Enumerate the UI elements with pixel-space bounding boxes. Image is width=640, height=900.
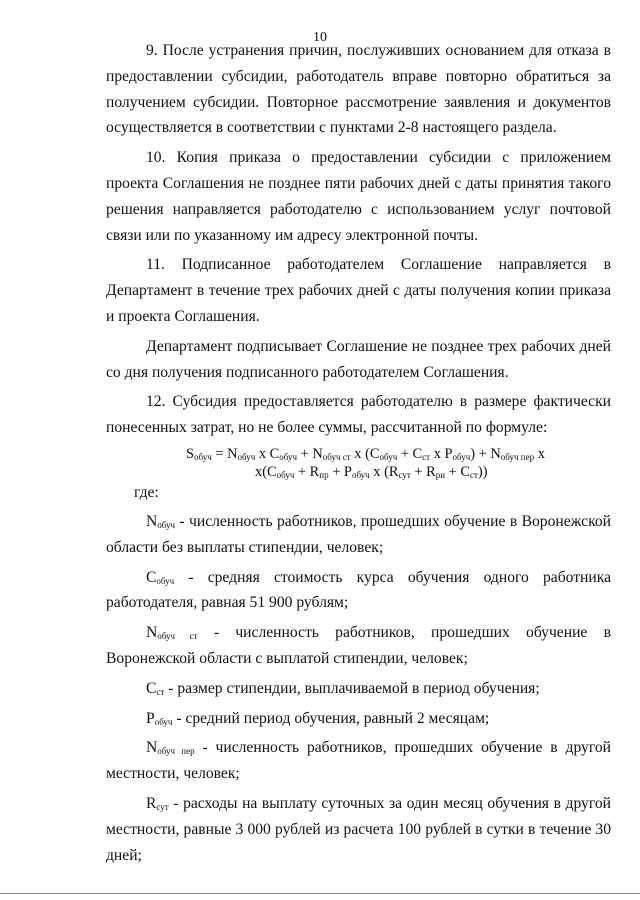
where-label: где: <box>134 483 159 501</box>
definition-text: - средний период обучения, равный 2 месяцам; <box>172 709 490 727</box>
paragraph-12: 12. Субсидия предоставляется работодателю в размере фактически понесенных затрат, но не более суммы, рассчитанной по формуле: <box>106 393 611 437</box>
definition-item <box>106 735 611 787</box>
document-body <box>106 38 611 872</box>
definition-symbol: C <box>146 679 157 697</box>
definition-symbol-subscript: обуч пер <box>157 746 195 757</box>
definition-text: - размер стипендии, выплачиваемой в период обучения; <box>164 679 540 697</box>
definition-text: - численность работников, прошедших обучение в другой местности, человек; <box>106 739 611 783</box>
definition-item <box>106 706 611 732</box>
definition-item <box>106 620 611 672</box>
page-bottom-edge <box>0 893 640 894</box>
definition-item <box>106 565 611 617</box>
definition-symbol-subscript: обуч ст <box>157 631 198 642</box>
definition-symbol-subscript: обуч <box>154 716 173 727</box>
definition-item <box>106 509 611 561</box>
subsidy-formula <box>106 445 611 481</box>
definition-text: - расходы на выплату суточных за один месяц обучения в другой местности, равные 3 000 рублей из расчета 100 рублей в сутки в течение 30 дней; <box>106 794 611 864</box>
definition-symbol: P <box>146 709 155 727</box>
paragraph-11: 11. Подписанное работодателем Соглашение направляется в Департамент в течение трех рабочих дней с даты получения копии приказа и проекта Соглашения. <box>106 256 611 325</box>
definition-symbol-subscript: сут <box>156 801 169 812</box>
definition-symbol: N <box>146 512 158 530</box>
definition-symbol-subscript: ст <box>156 686 165 697</box>
definition-text: - средняя стоимость курса обучения одного работника работодателя, равная 51 900 рублям; <box>106 568 611 612</box>
definition-symbol: N <box>146 624 158 642</box>
paragraph-9: 9. После устранения причин, послуживших основанием для отказа в предоставлении субсидии, работодатель вправе повторно обратиться за получением субсидии. Повторное рассмотрение заявления и документов осуществляется в соответствии с пунктами 2-8 настоящего раздела. <box>106 42 611 137</box>
definition-text: - численность работников, прошедших обучение в Воронежской области без выплаты стипендии, человек; <box>106 512 611 556</box>
paragraph-10: 10. Копия приказа о предоставлении субсидии с приложением проекта Соглашения не позднее пяти рабочих дней с даты принятия такого решения направляется работодателю с использованием услуг почтовой связи или по указанному им адресу электронной почты. <box>106 149 611 244</box>
definitions-list <box>106 509 611 868</box>
paragraph-11-department: Департамент подписывает Соглашение не позднее трех рабочих дней со дня получения подписанного работодателем Соглашения. <box>106 337 611 381</box>
definition-symbol-subscript: обуч <box>157 519 176 530</box>
definition-text: - численность работников, прошедших обучение в Воронежской области с выплатой стипендии, человек; <box>106 624 611 667</box>
definition-symbol: N <box>146 739 158 757</box>
page-number: 10 <box>313 30 327 45</box>
formula-line-1: $S_{обуч} = N_{обуч}$ x $C_{обуч} + N_{обуч ст}$ x ($C_{обуч} + C_{ст}$ x $P_{обуч}) + N_{обуч пер}$ x <box>186 445 545 462</box>
definition-symbol: C <box>146 568 157 586</box>
definition-symbol: R <box>146 794 157 812</box>
definition-item <box>106 791 611 868</box>
formula-line-2: $x(C_{обуч} + R_{пр} + P_{обуч}$ x $(R_{сут} + R_{ри} + C_{ст})$) <box>255 463 488 480</box>
definition-symbol-subscript: обуч <box>156 575 175 586</box>
definition-item <box>106 676 611 702</box>
